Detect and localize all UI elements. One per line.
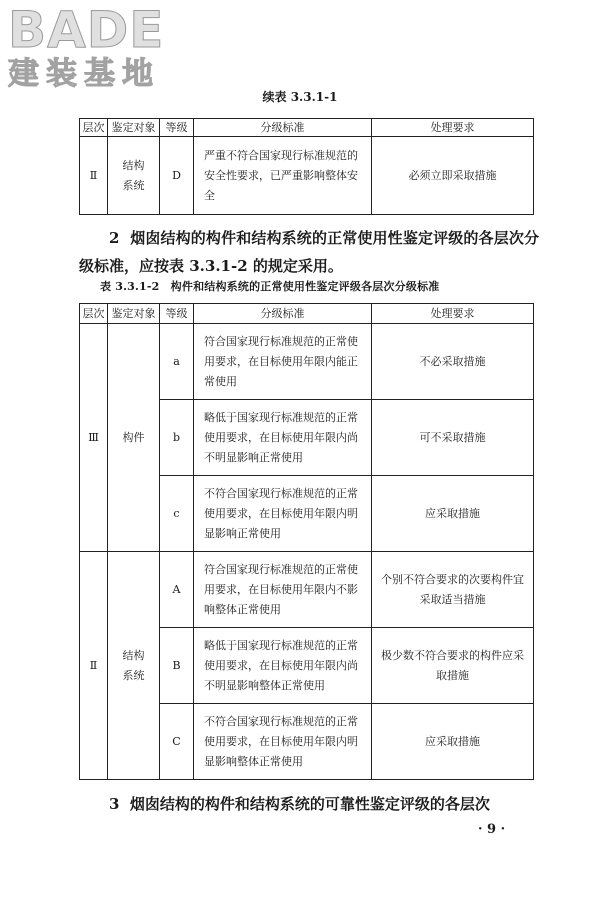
grade-cell: A bbox=[160, 552, 194, 628]
header-standard: 分级标准 bbox=[194, 304, 372, 324]
table2-caption: 表 3.3.1-2 构件和结构系统的正常使用性鉴定评级各层次分级标准 bbox=[100, 280, 440, 293]
logo-brand: BADE bbox=[8, 1, 165, 59]
header-grade: 等级 bbox=[160, 119, 194, 137]
standard-cell: 符合国家现行标准规范的正常使用要求，在目标使用年限内不影响整体正常使用 bbox=[194, 552, 372, 628]
grade-cell: b bbox=[160, 400, 194, 476]
table-row bbox=[80, 552, 534, 628]
table-row bbox=[80, 324, 534, 400]
action-cell: 必须立即采取措施 bbox=[372, 137, 534, 215]
bade-logo bbox=[8, 1, 165, 92]
paragraph-2: 2 烟囱结构的构件和结构系统的正常使用性鉴定评级的各层次分级标准，应按表 3.3.1-2 的规定采用。 bbox=[79, 229, 539, 275]
grade-cell: a bbox=[160, 324, 194, 400]
header-object: 鉴定对象 bbox=[108, 119, 160, 137]
table-serviceability bbox=[79, 303, 534, 780]
object-cell: 结构系统 bbox=[108, 137, 160, 215]
table1-header-row bbox=[80, 119, 534, 137]
grade-cell: C bbox=[160, 704, 194, 780]
object-cell: 结构系统 bbox=[108, 552, 160, 780]
header-level: 层次 bbox=[80, 304, 108, 324]
header-action: 处理要求 bbox=[372, 304, 534, 324]
level-cell: Ⅱ bbox=[80, 137, 108, 215]
paragraph-3: 3 烟囱结构的构件和结构系统的可靠性鉴定评级的各层次 bbox=[109, 795, 490, 813]
standard-cell: 不符合国家现行标准规范的正常使用要求，在目标使用年限内明显影响正常使用 bbox=[194, 476, 372, 552]
standard-cell: 略低于国家现行标准规范的正常使用要求，在目标使用年限内尚不明显影响正常使用 bbox=[194, 400, 372, 476]
grade-cell: D bbox=[160, 137, 194, 215]
standard-cell: 不符合国家现行标准规范的正常使用要求，在目标使用年限内明显影响整体正常使用 bbox=[194, 704, 372, 780]
header-level: 层次 bbox=[80, 119, 108, 137]
action-cell: 可不采取措施 bbox=[372, 400, 534, 476]
action-cell: 不必采取措施 bbox=[372, 324, 534, 400]
header-object: 鉴定对象 bbox=[108, 304, 160, 324]
level-cell: Ⅲ bbox=[80, 324, 108, 552]
table1-caption: 续表 3.3.1-1 bbox=[262, 90, 338, 104]
standard-cell: 略低于国家现行标准规范的正常使用要求，在目标使用年限内尚不明显影响整体正常使用 bbox=[194, 628, 372, 704]
page-number: · 9 · bbox=[478, 822, 506, 837]
action-cell: 个别不符合要求的次要构件宜采取适当措施 bbox=[372, 552, 534, 628]
action-cell: 应采取措施 bbox=[372, 704, 534, 780]
table-row bbox=[80, 137, 534, 215]
logo-subtitle: 建装基地 bbox=[8, 56, 160, 92]
standard-cell: 符合国家现行标准规范的正常使用要求，在目标使用年限内能正常使用 bbox=[194, 324, 372, 400]
grade-cell: c bbox=[160, 476, 194, 552]
table2-header-row bbox=[80, 304, 534, 324]
grade-cell: B bbox=[160, 628, 194, 704]
action-cell: 应采取措施 bbox=[372, 476, 534, 552]
standard-cell: 严重不符合国家现行标准规范的安全性要求，已严重影响整体安全 bbox=[194, 137, 372, 215]
action-cell: 极少数不符合要求的构件应采取措施 bbox=[372, 628, 534, 704]
header-grade: 等级 bbox=[160, 304, 194, 324]
object-cell: 构件 bbox=[108, 324, 160, 552]
header-standard: 分级标准 bbox=[194, 119, 372, 137]
header-action: 处理要求 bbox=[372, 119, 534, 137]
table-safety-continued bbox=[79, 118, 534, 215]
level-cell: Ⅱ bbox=[80, 552, 108, 780]
